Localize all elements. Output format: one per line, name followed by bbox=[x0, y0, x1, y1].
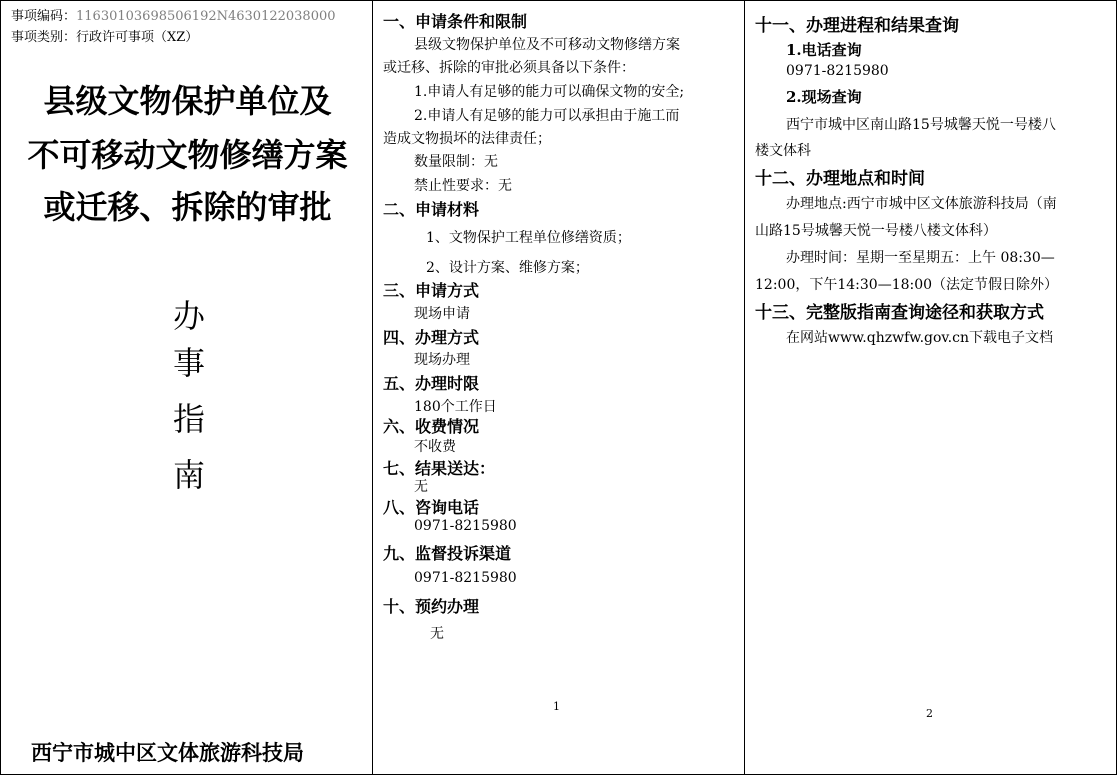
condition-1: 1.申请人有足够的能力可以确保文物的安全; bbox=[414, 84, 685, 100]
section-1-heading: 一、申请条件和限制 bbox=[383, 12, 528, 31]
vertical-char-1: 办 bbox=[173, 297, 206, 335]
page-1-panel bbox=[373, 0, 745, 775]
query-phone-number: 0971-8215980 bbox=[786, 63, 889, 79]
item-code-value: 11630103698506192N4630122038000 bbox=[76, 9, 336, 24]
issuing-agency: 西宁市城中区文体旅游科技局 bbox=[31, 740, 304, 765]
section-10-text: 无 bbox=[430, 626, 444, 642]
section-10-heading: 十、预约办理 bbox=[383, 597, 480, 616]
section-7-text: 无 bbox=[414, 479, 428, 495]
query-address-line-1: 西宁市城中区南山路15号城馨天悦一号楼八 bbox=[786, 117, 1056, 133]
query-address-line-2: 楼文体科 bbox=[755, 143, 811, 159]
item-category-value: 行政许可事项（XZ） bbox=[76, 30, 199, 45]
item-category-label: 事项类别： bbox=[11, 30, 77, 45]
material-item-1: 1、文物保护工程单位修缮资质； bbox=[426, 230, 631, 246]
vertical-char-4: 南 bbox=[173, 456, 206, 494]
section-1-paragraph-line-1: 县级文物保护单位及不可移动文物修缮方案 bbox=[414, 37, 680, 53]
guide-download-text: 在网站www.qhzwfw.gov.cn下载电子文档 bbox=[786, 330, 1053, 346]
section-5-text: 180个工作日 bbox=[414, 399, 497, 415]
section-9-heading: 九、监督投诉渠道 bbox=[383, 544, 512, 563]
section-12-heading: 十二、办理地点和时间 bbox=[755, 169, 925, 189]
page-2-panel bbox=[745, 0, 1117, 775]
section-4-text: 现场办理 bbox=[414, 352, 470, 368]
condition-2-line-2: 造成文物损坏的法律责任； bbox=[383, 131, 551, 147]
guide-title-line-2: 不可移动文物修缮方案 bbox=[27, 136, 348, 174]
page-number: 1 bbox=[553, 700, 560, 713]
item-code-line bbox=[11, 9, 336, 25]
section-8-heading: 八、咨询电话 bbox=[383, 498, 480, 517]
section-4-heading: 四、办理方式 bbox=[383, 328, 480, 347]
query-method-onsite: 2.现场查询 bbox=[786, 88, 862, 106]
section-1-paragraph-line-2: 或迁移、拆除的审批必须具备以下条件： bbox=[383, 60, 635, 76]
section-6-heading: 六、收费情况 bbox=[383, 417, 480, 436]
office-location-line-1: 办理地点:西宁市城中区文体旅游科技局（南 bbox=[786, 196, 1057, 212]
material-item-2: 2、设计方案、维修方案； bbox=[426, 260, 589, 276]
page-number: 2 bbox=[926, 707, 933, 720]
section-7-heading: 七、结果送达： bbox=[383, 459, 496, 478]
guide-title-line-1: 县级文物保护单位及 bbox=[43, 82, 332, 120]
section-3-text: 现场申请 bbox=[414, 306, 470, 322]
vertical-char-3: 指 bbox=[173, 400, 206, 438]
query-method-phone: 1.电话查询 bbox=[786, 41, 862, 59]
quantity-limit: 数量限制：无 bbox=[414, 154, 498, 170]
vertical-char-2: 事 bbox=[173, 344, 206, 382]
section-3-heading: 三、申请方式 bbox=[383, 281, 480, 300]
office-location-line-2: 山路15号城馨天悦一号楼八楼文体科） bbox=[755, 223, 997, 239]
item-code-label: 事项编码： bbox=[11, 9, 77, 24]
section-8-phone: 0971-8215980 bbox=[414, 518, 517, 534]
section-11-heading: 十一、办理进程和结果查询 bbox=[755, 16, 959, 36]
section-13-heading: 十三、完整版指南查询途径和获取方式 bbox=[755, 303, 1044, 323]
cover-panel bbox=[0, 0, 373, 775]
prohibition-requirement: 禁止性要求：无 bbox=[414, 178, 512, 194]
item-category-line bbox=[11, 30, 198, 46]
office-hours-line-1: 办理时间：星期一至星期五：上午 08:30— bbox=[786, 250, 1055, 266]
section-6-text: 不收费 bbox=[414, 439, 456, 455]
section-9-phone: 0971-8215980 bbox=[414, 570, 517, 586]
condition-2-line-1: 2.申请人有足够的能力可以承担由于施工而 bbox=[414, 108, 680, 124]
section-2-heading: 二、申请材料 bbox=[383, 200, 480, 219]
office-hours-line-2: 12:00，下午14:30—18:00（法定节假日除外） bbox=[755, 277, 1059, 293]
section-5-heading: 五、办理时限 bbox=[383, 374, 480, 393]
guide-title-line-3: 或迁移、拆除的审批 bbox=[43, 188, 332, 226]
